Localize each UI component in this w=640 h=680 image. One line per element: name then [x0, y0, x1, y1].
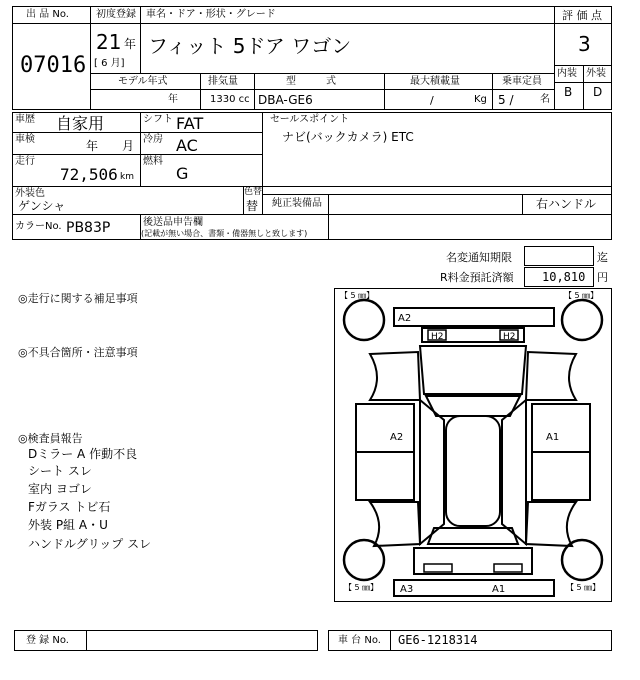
lot-no-label: 出 品 No.	[26, 9, 69, 20]
damage-rear-left: A3	[400, 584, 414, 595]
inspector-line: 外装 P組 A・U	[28, 518, 108, 532]
inspection-month-unit: 月	[122, 139, 135, 153]
damage-left-light: H2	[431, 332, 444, 342]
color-no: PB83P	[66, 220, 111, 236]
inspection-year-unit: 年	[86, 139, 99, 153]
tire-depth-br: 【 5 ㎜】	[566, 583, 601, 592]
inspector-line: ハンドルグリップ スレ	[28, 537, 152, 551]
after-doc-label: 後送品申告欄	[143, 217, 203, 228]
load-label: 最大積載量	[410, 76, 460, 87]
inspector-label: ◎検査員報告	[18, 432, 83, 445]
recycle-amount: 10,810	[542, 270, 586, 284]
reg-no-label: 登 録 No.	[26, 635, 69, 646]
reg-year-unit: 年	[124, 37, 137, 51]
inspector-line: 室内 ヨゴレ	[28, 482, 92, 496]
ac-label: 冷房	[143, 134, 163, 145]
notice-label: 名変通知期限	[446, 251, 512, 264]
inspector-line: Fガラス トビ石	[28, 500, 111, 514]
color-no-label: カラーNo.	[15, 221, 62, 232]
damage-right-door: A1	[546, 432, 560, 443]
mileage-label: 走行	[15, 156, 35, 167]
color-change: 替	[246, 199, 259, 213]
car-name-label: 車名・ドア・形状・グレード	[146, 9, 276, 20]
sales-point: ナビ(バックカメラ) ETC	[282, 130, 414, 144]
exterior-grade: D	[593, 85, 603, 99]
model-label: 型 式	[286, 76, 336, 87]
history-label: 車歴	[15, 114, 35, 125]
history: 自家用	[56, 114, 105, 133]
mileage-unit: km	[120, 172, 134, 182]
score-label: 評 価 点	[562, 9, 602, 22]
score: 3	[578, 32, 591, 56]
interior-label: 内装	[557, 68, 577, 79]
notice-field	[524, 246, 594, 266]
steering: 右ハンドル	[536, 197, 597, 211]
ext-color-label: 外装色	[15, 188, 45, 199]
damage-right-light: H2	[503, 332, 516, 342]
recycle-label: R料金預託済額	[440, 271, 514, 284]
notice-unit: 迄	[597, 251, 608, 264]
defects-label: ◎不具合箇所・注意事項	[18, 346, 138, 359]
tire-depth-tl: 【 5 ㎜】	[340, 291, 375, 300]
tire-depth-tr: 【 5 ㎜】	[564, 291, 599, 300]
load: /	[430, 94, 434, 107]
reg-year: 21	[96, 30, 122, 54]
inspector-line: Dミラー A 作動不良	[28, 447, 138, 461]
load-unit: Kg	[474, 94, 487, 105]
equipment-label: 純正装備品	[272, 198, 322, 209]
model: DBA-GE6	[258, 93, 313, 107]
damage-front-bumper: A2	[398, 313, 412, 324]
color-change-label: 色替	[244, 187, 263, 197]
ac: AC	[176, 136, 198, 155]
damage-rear-bumper: A1	[492, 584, 506, 595]
sales-point-label: セールスポイント	[270, 114, 350, 125]
shift: FAT	[176, 114, 204, 133]
first-reg-label: 初度登録	[96, 9, 136, 20]
tire-depth-bl: 【 5 ㎜】	[344, 583, 379, 592]
displacement-label: 排気量	[208, 76, 238, 87]
ext-color: ゲンシャ	[18, 199, 66, 213]
exterior-label: 外装	[586, 68, 606, 79]
chassis-label: 車 台 No.	[338, 635, 381, 646]
capacity-unit: 名	[540, 94, 550, 105]
recycle-unit: 円	[597, 271, 608, 284]
damage-left-door: A2	[390, 432, 404, 443]
inspection-label: 車検	[15, 134, 35, 145]
displacement: 1330 cc	[210, 94, 250, 105]
reg-month: [ 6 月]	[94, 58, 125, 69]
driving-notes-label: ◎走行に関する補足事項	[18, 292, 138, 305]
capacity-label: 乗車定員	[502, 76, 542, 87]
chassis-no: GE6-1218314	[398, 633, 478, 647]
inspector-line: シート スレ	[28, 464, 92, 478]
car-damage-diagram	[334, 288, 612, 602]
mileage: 72,506	[60, 165, 118, 184]
after-doc-note: (記載が無い場合、書類・備器無しと致します)	[141, 229, 308, 238]
car-name: フィット 5ドア ワゴン	[148, 34, 352, 58]
model-year-unit: 年	[168, 94, 178, 105]
shift-label: シフト	[143, 114, 173, 125]
model-year-label: モデル年式	[118, 76, 168, 87]
lot-no: 07016	[20, 53, 87, 78]
interior-grade: B	[564, 85, 573, 99]
fuel: G	[176, 164, 189, 183]
fuel-label: 燃料	[143, 156, 163, 167]
capacity: 5 /	[498, 93, 514, 107]
